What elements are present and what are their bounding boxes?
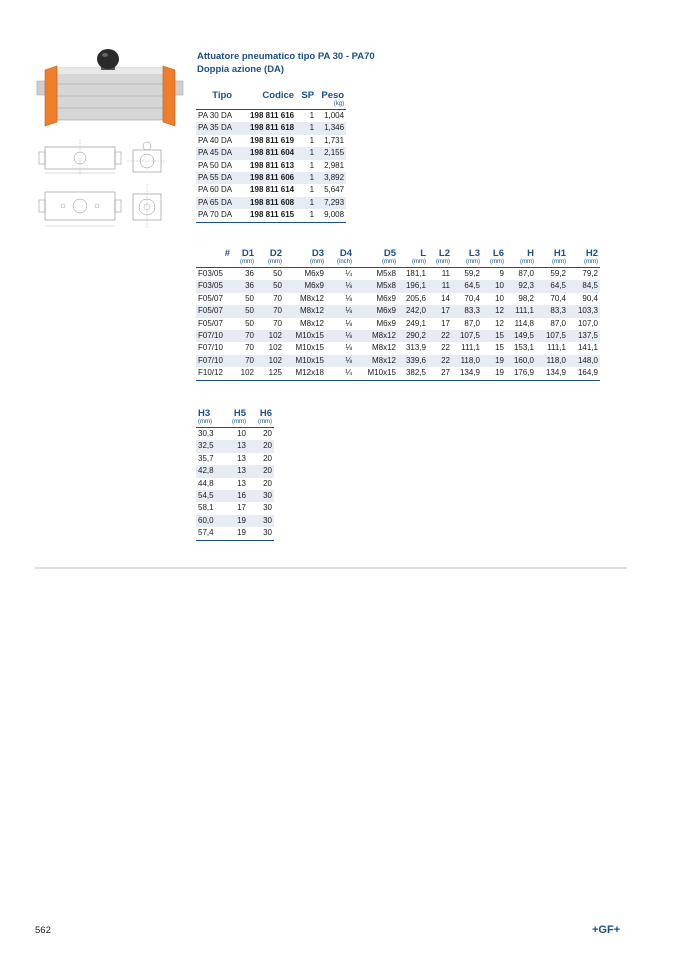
table-cell: 70,4: [464, 293, 480, 303]
table-cell: 103,3: [568, 305, 600, 317]
table-cell: 13: [222, 440, 248, 452]
table-cell: 149,5: [506, 330, 536, 342]
table-cell: 134,9: [536, 367, 568, 380]
table-cell: 54,5: [196, 490, 222, 502]
table-cell: ⅛: [326, 280, 354, 292]
table-cell: 198 811 615: [234, 209, 296, 222]
table-cell: 2,981: [324, 160, 345, 170]
page-number: 562: [35, 925, 51, 936]
table-cell: PA 35 DA: [196, 122, 234, 134]
column-unit: (mm): [232, 419, 246, 425]
table-cell: F10/12: [196, 367, 232, 380]
table-cell: ¼: [345, 269, 352, 278]
column-unit: [196, 259, 232, 268]
table-cell: 50: [245, 293, 254, 303]
column-unit: (mm): [412, 259, 426, 265]
table-cell: 13: [222, 465, 248, 477]
table-cell: 30: [248, 527, 274, 540]
col-header-codice: Codice: [262, 90, 295, 101]
table-cell: 198 811 604: [234, 147, 296, 159]
table-cell: 20: [263, 429, 272, 438]
table-cell: 36: [245, 269, 254, 278]
column-unit: (mm): [436, 259, 450, 265]
technical-drawing-top: [35, 182, 125, 230]
table-cell: F07/10: [198, 343, 223, 353]
table-cell: F03/05: [196, 280, 232, 292]
column-unit: (mm): [310, 259, 324, 265]
page-divider: [35, 567, 627, 569]
table-cell: PA 60 DA: [198, 185, 233, 195]
actuator-product-image: [35, 48, 185, 133]
column-header: L: [420, 248, 426, 259]
table-cell: 19: [482, 355, 506, 367]
table-cell: 57,4: [196, 527, 222, 540]
table-cell: 64,5: [452, 280, 482, 292]
table-cell: 36: [232, 280, 256, 292]
table-cell: 181,1: [405, 269, 426, 278]
table-cell: 290,2: [398, 330, 428, 342]
table-cell: 60,0: [196, 515, 222, 527]
table-cell: M12x18: [284, 367, 326, 380]
column-unit: (mm): [198, 419, 212, 425]
table-cell: 12: [495, 318, 504, 328]
table-cell: 84,5: [568, 280, 600, 292]
table-cell: 1: [296, 147, 316, 159]
technical-drawing-end: [125, 182, 170, 230]
technical-drawing-front: [35, 137, 125, 177]
table-row: [196, 465, 274, 477]
column-unit: (mm): [268, 259, 282, 265]
table-cell: M10x15: [295, 343, 324, 353]
table-cell: 111,1: [461, 343, 480, 353]
table-row: [196, 490, 274, 502]
column-header: H: [527, 248, 534, 259]
table-cell: 196,1: [398, 280, 428, 292]
table-row: [196, 172, 346, 184]
table-cell: M10x15: [354, 367, 398, 380]
table-cell: M6x9: [376, 318, 396, 328]
table-cell: 118,0: [536, 355, 568, 367]
table-cell: 2,155: [316, 147, 346, 159]
table-cell: 19: [482, 367, 506, 380]
table-cell: ⅛: [326, 330, 354, 342]
table-cell: 10: [495, 293, 504, 303]
table-cell: 11: [441, 269, 450, 278]
table-cell: 64,5: [536, 280, 568, 292]
column-unit: (mm): [258, 419, 272, 425]
table-cell: 5,647: [324, 185, 345, 195]
table-cell: M8x12: [299, 293, 324, 303]
table-cell: PA 30 DA: [198, 111, 233, 120]
table-cell: M5x8: [354, 280, 398, 292]
table-cell: 83,3: [452, 305, 482, 317]
table-cell: 50: [245, 318, 254, 328]
table-row: [196, 135, 346, 147]
table-cell: 1: [309, 160, 315, 170]
table-cell: 153,1: [513, 343, 534, 353]
table-cell: 137,5: [568, 330, 600, 342]
table-cell: 1: [309, 111, 315, 120]
table-cell: 125: [256, 367, 284, 380]
title-line-2: Doppia azione (DA): [197, 64, 285, 75]
table-cell: 70: [232, 330, 256, 342]
unit-peso: (kg): [333, 101, 345, 107]
table-row: [196, 502, 274, 514]
table-cell: 87,0: [550, 318, 566, 328]
table-cell: 10: [237, 429, 246, 438]
table-cell: 382,5: [398, 367, 428, 380]
table-cell: 111,1: [506, 305, 536, 317]
table-cell: 164,9: [568, 367, 600, 380]
table-cell: 98,2: [518, 293, 534, 303]
table-cell: M6x9: [304, 269, 324, 278]
table-cell: 198 811 614: [250, 185, 295, 195]
table-cell: 198 811 616: [250, 111, 295, 120]
column-unit: (mm): [490, 259, 504, 265]
table-cell: 1: [296, 122, 316, 134]
column-header: D5: [383, 248, 396, 259]
table-cell: 20: [248, 465, 274, 477]
table-cell: 242,0: [398, 305, 428, 317]
table-cell: 11: [428, 280, 452, 292]
table-cell: PA 45 DA: [196, 147, 234, 159]
table-row: [196, 515, 274, 527]
table-row: [196, 367, 600, 380]
table-cell: 30: [263, 503, 272, 513]
table-row: [196, 428, 274, 441]
column-header: H6: [259, 408, 272, 419]
table-cell: 30: [248, 490, 274, 502]
table-cell: 118,0: [452, 355, 482, 367]
table-cell: 50: [232, 305, 256, 317]
column-header: H1: [553, 248, 566, 259]
table-cell: 32,5: [196, 440, 222, 452]
table-cell: F07/10: [196, 330, 232, 342]
table-cell: 160,0: [506, 355, 536, 367]
table-row: [196, 440, 274, 452]
table-row: [196, 527, 274, 540]
col-header-peso: Peso: [321, 90, 345, 101]
table-cell: 1: [309, 135, 315, 145]
table-cell: PA 55 DA: [196, 172, 234, 184]
table-cell: 27: [428, 367, 452, 380]
table-row: [196, 184, 346, 196]
column-header: H2: [585, 248, 598, 259]
table-cell: 7,293: [316, 197, 346, 209]
product-codes-table: [196, 90, 346, 223]
table-row: [196, 293, 600, 305]
table-row: [196, 122, 346, 134]
table-cell: 1,004: [324, 111, 345, 120]
table-row: [196, 355, 600, 367]
table-cell: 10: [482, 280, 506, 292]
table-cell: 107,5: [536, 330, 568, 342]
table-cell: 15: [482, 330, 506, 342]
table-cell: 35,7: [198, 453, 214, 463]
table-cell: 50: [256, 280, 284, 292]
table-cell: 102: [268, 343, 282, 353]
table-cell: PA 40 DA: [198, 135, 233, 145]
table-cell: 19: [222, 527, 248, 540]
table-cell: 30,3: [198, 429, 214, 438]
table-cell: 313,9: [405, 343, 426, 353]
table-cell: 70,4: [550, 293, 566, 303]
table-cell: 198 811 606: [234, 172, 296, 184]
col-header-sp: SP: [301, 90, 315, 101]
table-cell: 19: [222, 515, 248, 527]
table-row: [196, 305, 600, 317]
table-cell: 198 811 608: [234, 197, 296, 209]
column-header: D2: [269, 248, 282, 259]
unit-tipo: [196, 101, 234, 110]
table-cell: 1,346: [316, 122, 346, 134]
column-header: #: [224, 248, 230, 259]
table-cell: M10x15: [284, 330, 326, 342]
column-unit: (mm): [466, 259, 480, 265]
table-cell: M8x12: [354, 355, 398, 367]
table-cell: 22: [428, 330, 452, 342]
table-cell: 17: [428, 305, 452, 317]
table-cell: 59,2: [464, 269, 480, 278]
table-cell: ⅛: [345, 343, 352, 353]
column-header: L2: [438, 248, 450, 259]
table-cell: 13: [237, 478, 246, 488]
table-cell: M5x8: [376, 269, 396, 278]
table-cell: 20: [248, 440, 274, 452]
table-cell: 20: [263, 453, 272, 463]
table-cell: 70: [256, 305, 284, 317]
table-cell: 102: [232, 367, 256, 380]
table-cell: 1: [296, 197, 316, 209]
table-row: [196, 197, 346, 209]
table-cell: 44,8: [198, 478, 214, 488]
table-cell: 114,8: [514, 318, 534, 328]
table-row: [196, 209, 346, 222]
table-row: [196, 160, 346, 172]
table-cell: PA 65 DA: [196, 197, 234, 209]
table-cell: 15: [495, 343, 504, 353]
table-cell: 58,1: [198, 503, 214, 513]
column-unit: (mm): [520, 259, 534, 265]
table-cell: F03/05: [198, 269, 223, 278]
table-cell: 148,0: [568, 355, 600, 367]
table-cell: 3,892: [316, 172, 346, 184]
table-cell: M10x15: [284, 355, 326, 367]
table-cell: 70: [273, 318, 282, 328]
table-cell: 134,9: [452, 367, 482, 380]
technical-drawing-side: [125, 140, 170, 180]
table-cell: PA 50 DA: [198, 160, 233, 170]
table-cell: 102: [256, 330, 284, 342]
table-cell: 22: [441, 343, 450, 353]
table-cell: M8x12: [284, 305, 326, 317]
table-cell: M6x9: [376, 293, 396, 303]
table-cell: 92,3: [506, 280, 536, 292]
column-header: D3: [311, 248, 324, 259]
table-cell: 339,6: [398, 355, 428, 367]
table-cell: 198 811 618: [234, 122, 296, 134]
table-cell: 17: [237, 503, 246, 513]
table-cell: 9: [499, 269, 504, 278]
table-cell: 9,008: [316, 209, 346, 222]
column-header: D1: [241, 248, 254, 259]
table-cell: 198 811 613: [250, 160, 295, 170]
table-row: [196, 330, 600, 342]
table-cell: 1: [296, 172, 316, 184]
table-cell: 12: [482, 305, 506, 317]
table-cell: 1,731: [324, 135, 345, 145]
table-cell: ⅛: [326, 355, 354, 367]
table-cell: 70: [232, 355, 256, 367]
table-cell: F05/07: [198, 318, 223, 328]
table-cell: F05/07: [198, 293, 223, 303]
gf-logo: +GF+: [592, 924, 621, 936]
column-header: H5: [233, 408, 246, 419]
col-header-tipo: Tipo: [212, 90, 233, 101]
column-unit: (mm): [552, 259, 566, 265]
table-cell: ¼: [326, 367, 354, 380]
table-cell: ⅛: [345, 293, 352, 303]
table-cell: M6x9: [284, 280, 326, 292]
table-cell: 50: [273, 269, 282, 278]
table-cell: 59,2: [550, 269, 566, 278]
column-unit: (mm): [584, 259, 598, 265]
table-row: [196, 342, 600, 354]
table-row: [196, 318, 600, 330]
table-cell: F05/07: [196, 305, 232, 317]
table-cell: M8x12: [371, 343, 396, 353]
table-cell: 87,0: [464, 318, 480, 328]
table-row: [196, 147, 346, 159]
table-cell: 90,4: [582, 293, 598, 303]
table-cell: F07/10: [196, 355, 232, 367]
table-row: [196, 478, 274, 490]
table-cell: 17: [441, 318, 450, 328]
dimensions-table-2: [196, 408, 274, 541]
title-line-1: Attuatore pneumatico tipo PA 30 - PA70: [197, 51, 375, 62]
table-cell: 20: [263, 478, 272, 488]
table-cell: 141,1: [577, 343, 598, 353]
table-cell: 70: [273, 293, 282, 303]
table-cell: 1: [296, 209, 316, 222]
table-cell: PA 70 DA: [196, 209, 234, 222]
table-cell: M8x12: [299, 318, 324, 328]
unit-codice: [234, 101, 296, 110]
table-cell: 205,6: [405, 293, 426, 303]
dimensions-table: [196, 248, 600, 381]
table-cell: 30: [248, 515, 274, 527]
table-cell: 13: [237, 453, 246, 463]
table-cell: 198 811 619: [250, 135, 295, 145]
table-cell: 176,9: [506, 367, 536, 380]
table-cell: 107,5: [452, 330, 482, 342]
table-cell: 249,1: [405, 318, 426, 328]
table-cell: 42,8: [196, 465, 222, 477]
column-unit: (mm): [382, 259, 396, 265]
table-cell: M8x12: [354, 330, 398, 342]
table-cell: ⅛: [345, 318, 352, 328]
column-header: H3: [198, 408, 211, 419]
table-row: [196, 110, 346, 123]
table-cell: 22: [428, 355, 452, 367]
column-unit: (mm): [240, 259, 254, 265]
table-cell: 79,2: [582, 269, 598, 278]
table-cell: 102: [256, 355, 284, 367]
table-row: [196, 453, 274, 465]
table-row: [196, 280, 600, 292]
table-cell: 14: [441, 293, 450, 303]
column-header: D4: [339, 248, 352, 259]
table-row: [196, 268, 600, 281]
table-cell: 1: [309, 185, 315, 195]
table-cell: M6x9: [354, 305, 398, 317]
column-header: L3: [468, 248, 480, 259]
column-header: L6: [492, 248, 504, 259]
table-cell: ⅛: [326, 305, 354, 317]
table-cell: 16: [222, 490, 248, 502]
table-cell: 87,0: [518, 269, 534, 278]
column-unit: (inch): [336, 259, 352, 265]
table-cell: 83,3: [536, 305, 568, 317]
table-cell: 111,1: [547, 343, 566, 353]
unit-sp: [296, 101, 316, 110]
table-cell: 70: [245, 343, 254, 353]
product-title: [197, 50, 375, 76]
table-cell: 107,0: [577, 318, 598, 328]
